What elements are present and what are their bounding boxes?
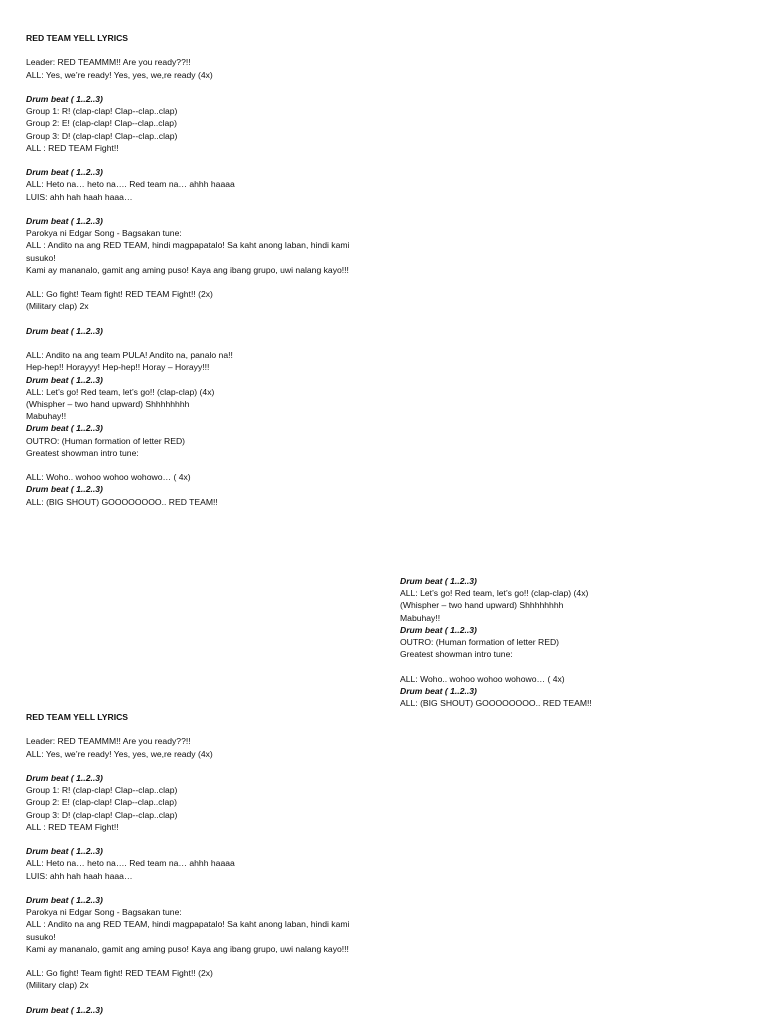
leader-line: Leader: RED TEAMMM!! Are you ready??!!: [26, 57, 191, 68]
group1-line: Group 1: R! (clap-clap! Clap--clap..clap): [26, 106, 178, 117]
showman-line: Greatest showman intro tune:: [26, 447, 139, 458]
group2-line: Group 2: E! (clap-clap! Clap--clap..clap): [26, 118, 177, 129]
group3-line: Group 3: D! (clap-clap! Clap--clap..clap): [26, 130, 178, 141]
letsgo-line: ALL: Let’s go! Red team, let’s go!! (clap-clap) (4x): [26, 386, 215, 397]
all-ready-line: ALL: Yes, we’re ready! Yes, yes, we,re ready (4x): [26, 69, 213, 80]
drum-beat-label: Drum beat ( 1..2..3): [26, 167, 103, 178]
hephep-line: Hep-hep!! Horayyy! Hep-hep!! Horay – Horayy!!!: [26, 362, 210, 373]
mabuhay-line: Mabuhay!!: [26, 411, 67, 422]
kami-line: Kami ay mananalo, gamit ang aming puso! Kaya ang ibang grupo, uwi nalang kayo!!!: [26, 943, 349, 954]
gofight-line: ALL: Go fight! Team fight! RED TEAM Fight!! (2x): [26, 968, 213, 979]
luis-line: LUIS: ahh hah haah haaa…: [26, 870, 133, 881]
document-title: RED TEAM YELL LYRICS: [26, 33, 129, 43]
pula-line: ALL: Andito na ang team PULA! Andito na, panalo na!!: [26, 350, 233, 361]
heto-line: ALL: Heto na… heto na…. Red team na… ahhh haaaa: [26, 179, 235, 190]
drum-beat-label: Drum beat ( 1..2..3): [26, 894, 103, 905]
document-title: RED TEAM YELL LYRICS: [26, 712, 129, 722]
drum-beat-label: Drum beat ( 1..2..3): [400, 576, 477, 586]
drum-beat-label: Drum beat ( 1..2..3): [26, 846, 103, 857]
all-ready-line: ALL: Yes, we’re ready! Yes, yes, we,re ready (4x): [26, 748, 213, 759]
drum-beat-label: Drum beat ( 1..2..3): [26, 772, 103, 783]
drum-beat-label: Drum beat ( 1..2..3): [400, 685, 477, 696]
parokya-line: Parokya ni Edgar Song - Bagsakan tune:: [26, 228, 182, 239]
mabuhay-line: Mabuhay!!: [400, 612, 441, 623]
drum-beat-label: Drum beat ( 1..2..3): [26, 423, 103, 434]
parokya-line: Parokya ni Edgar Song - Bagsakan tune:: [26, 907, 182, 918]
lyrics-block-top: [26, 32, 371, 508]
lyrics-block-right-fragment: [400, 575, 592, 709]
kami-line: Kami ay mananalo, gamit ang aming puso! Kaya ang ibang grupo, uwi nalang kayo!!!: [26, 264, 349, 275]
shout-line: ALL: (BIG SHOUT) GOOOOOOOO.. RED TEAM!!: [400, 698, 592, 709]
whisper-line: (Whispher – two hand upward) Shhhhhhhh: [400, 600, 564, 611]
drum-beat-label: Drum beat ( 1..2..3): [26, 1004, 103, 1015]
drum-beat-label: Drum beat ( 1..2..3): [26, 374, 103, 385]
outro-line: OUTRO: (Human formation of letter RED): [26, 435, 186, 446]
drum-beat-label: Drum beat ( 1..2..3): [26, 93, 103, 104]
luis-line: LUIS: ahh hah haah haaa…: [26, 191, 133, 202]
andito-line: ALL : Andito na ang RED TEAM, hindi magpapatalo! Sa kaht anong laban, hindi kami susuko!: [26, 240, 350, 263]
military-clap-line: (Military clap) 2x: [26, 301, 89, 312]
woho-line: ALL: Woho.. wohoo wohoo wohowo… ( 4x): [26, 472, 191, 483]
andito-line: ALL : Andito na ang RED TEAM, hindi magpapatalo! Sa kaht anong laban, hindi kami susuko!: [26, 919, 350, 942]
leader-line: Leader: RED TEAMMM!! Are you ready??!!: [26, 736, 191, 747]
whisper-line: (Whispher – two hand upward) Shhhhhhhh: [26, 398, 190, 409]
shout-line: ALL: (BIG SHOUT) GOOOOOOOO.. RED TEAM!!: [26, 496, 218, 507]
group3-line: Group 3: D! (clap-clap! Clap--clap..clap): [26, 809, 178, 820]
drum-beat-label: Drum beat ( 1..2..3): [26, 215, 103, 226]
drum-beat-label: Drum beat ( 1..2..3): [26, 484, 103, 495]
heto-line: ALL: Heto na… heto na…. Red team na… ahhh haaaa: [26, 858, 235, 869]
showman-line: Greatest showman intro tune:: [400, 649, 513, 660]
drum-beat-label: Drum beat ( 1..2..3): [26, 325, 103, 336]
all-fight-line: ALL : RED TEAM Fight!!: [26, 142, 119, 153]
outro-line: OUTRO: (Human formation of letter RED): [400, 637, 560, 648]
group1-line: Group 1: R! (clap-clap! Clap--clap..clap): [26, 785, 178, 796]
letsgo-line: ALL: Let’s go! Red team, let’s go!! (clap-clap) (4x): [400, 588, 589, 599]
group2-line: Group 2: E! (clap-clap! Clap--clap..clap): [26, 797, 177, 808]
lyrics-block-bottom: [26, 711, 371, 1016]
all-fight-line: ALL : RED TEAM Fight!!: [26, 821, 119, 832]
woho-line: ALL: Woho.. wohoo wohoo wohowo… ( 4x): [400, 673, 565, 684]
gofight-line: ALL: Go fight! Team fight! RED TEAM Fight!! (2x): [26, 289, 213, 300]
drum-beat-label: Drum beat ( 1..2..3): [400, 624, 477, 635]
military-clap-line: (Military clap) 2x: [26, 980, 89, 991]
